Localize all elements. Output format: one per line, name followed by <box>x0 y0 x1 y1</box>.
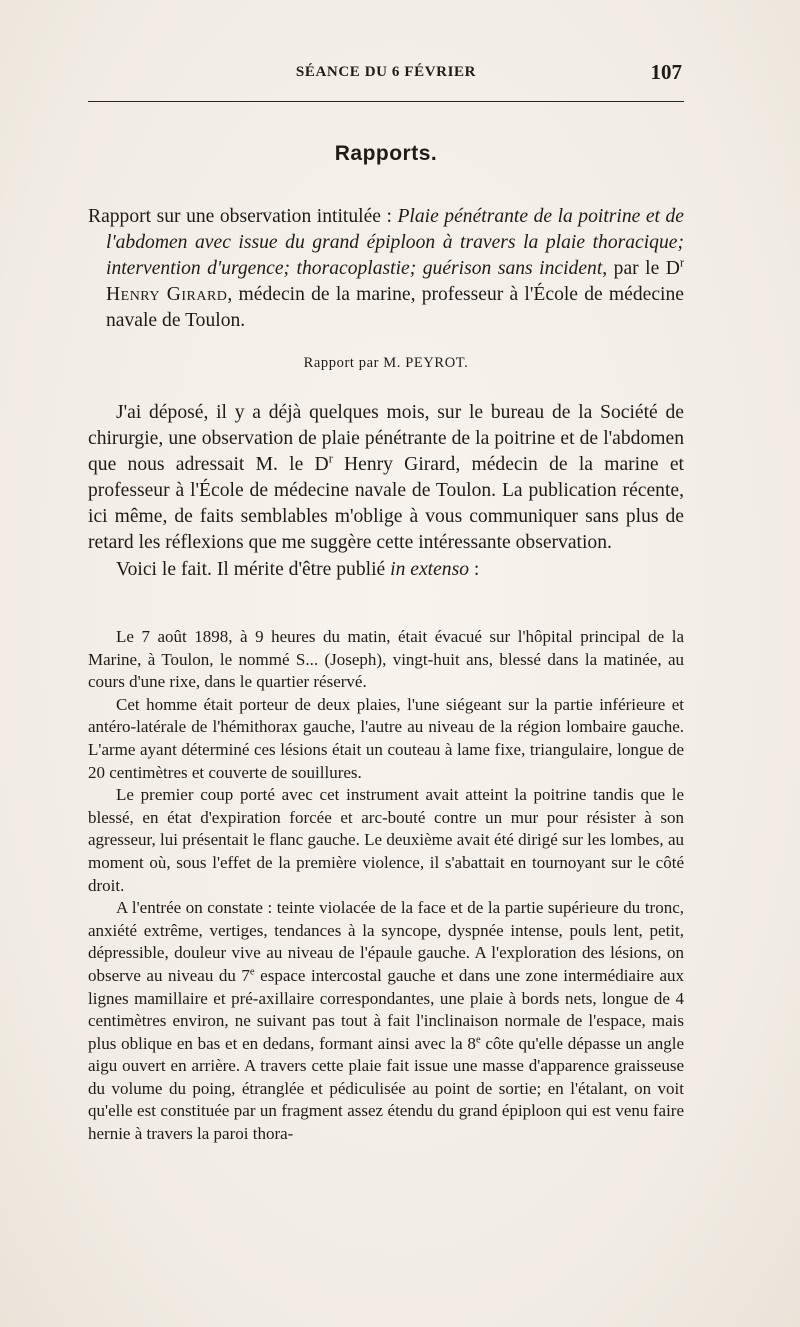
observation-paragraph-1: Le 7 août 1898, à 9 heures du matin, était évacué sur l'hôpital principal de la Marine, à Toulon, le nommé S... (Joseph), vingt-huit ans, blessé dans la matinée, au cours d'une rixe, dans le quartier réservé. <box>88 627 684 692</box>
obs-p4-sup1: e <box>249 966 255 978</box>
report-title <box>88 204 684 334</box>
running-head <box>88 62 684 92</box>
header-rule <box>88 101 684 102</box>
obs-p4-c: côte qu'elle dépasse un angle aigu ouvert en arrière. A travers cette plaie fait issue une masse d'apparence graisseuse du volume du poing, étranglée et pédiculisée au point de sortie; en l'étalant, on voit qu'elle est constituée par un fragment assez étendu du grand épiploon qui est venu faire hernie à travers la paroi thora- <box>88 1033 684 1144</box>
page-number: 107 <box>650 60 682 84</box>
obs-p4-a: A l'entrée on constate : teinte violacée de la face et de la partie supérieure du tronc, anxiété extrême, vertiges, tendances à la syncope, dyspnée intense, pouls lent, petit, dépressible, douleur vive au niveau de l'épaule gauche. A l'exploration des lésions, on observe au niveau du 7 <box>88 898 684 985</box>
obs-p4-sup2: e <box>475 1034 481 1046</box>
running-title: SÉANCE DU 6 FÉVRIER <box>295 64 477 80</box>
report-title-sup: r <box>679 255 685 270</box>
intro-p2-italic: in extenso <box>390 558 470 580</box>
report-author: Henry Girard <box>106 284 228 305</box>
intro-p2-a: Voici le fait. Il mérite d'être publié <box>116 558 391 580</box>
report-title-by: , par le D <box>602 258 680 279</box>
report-title-rest: , médecin de la marine, professeur à l'École de médecine navale de Toulon. <box>106 284 684 331</box>
intro-paragraph-2 <box>88 557 684 583</box>
report-title-lead: Rapport sur une observation intitulée : <box>88 206 398 227</box>
report-title-italic: Plaie pénétrante de la poitrine et de l'abdomen avec issue du grand épiploon à travers la plaie thoracique; intervention d'urgence; thoracoplastie; guérison sans incident <box>106 206 684 279</box>
intro-p1-a: J'ai déposé, il y a déjà quelques mois, sur le bureau de la Société de chirurgie, une observation de plaie pénétrante de la poitrine et de l'abdomen que nous adressait M. le D <box>88 402 684 476</box>
intro-text <box>88 400 684 583</box>
intro-paragraph-1 <box>88 400 684 557</box>
obs-p4-b: espace intercostal gauche et dans une zone intermédiaire aux lignes mamillaire et pré-axillaire correspondantes, une plaie à bords nets, longue de 4 centimètres environ, ne suivant pas tout à fait l'inclinaison normale de l'espace, mais plus oblique en bas et en dedans, formant ainsi avec la 8 <box>88 965 684 1053</box>
observation-paragraph-4 <box>88 897 684 1146</box>
observation-paragraph-3: Le premier coup porté avec cet instrument avait atteint la poitrine tandis que le blessé, en état d'expiration forcée et arc-bouté contre un mur pour résister à son agresseur, lui présentait le flanc gauche. Le deuxième avait été dirigé sur les lombes, au moment où, sous l'effet de la première violence, il s'abattait en tournoyant sur le côté droit. <box>88 785 684 895</box>
observation-paragraph-2: Cet homme était porteur de deux plaies, l'une siégeant sur la partie inférieure et antéro-latérale de l'hémithorax gauche, l'autre au niveau de la région lombaire gauche. L'arme ayant déterminé ces lésions était un couteau à lame fixe, triangulaire, longue de 20 centimètres et couverte de souillures. <box>88 694 684 782</box>
report-byline: Rapport par M. PEYROT. <box>303 355 469 371</box>
intro-p2-b: : <box>469 558 480 580</box>
intro-p1-b: Henry Girard, médecin de la marine et professeur à l'École de médecine navale de Toulon. La publication récente, ici même, de faits semblables m'oblige à vous communiquer sans plus de retard les réflexions que me suggère cette intéressante observation. <box>88 454 684 554</box>
section-title: Rapports. <box>334 142 438 165</box>
intro-p1-sup: r <box>328 451 333 466</box>
observation-text <box>88 626 684 1146</box>
